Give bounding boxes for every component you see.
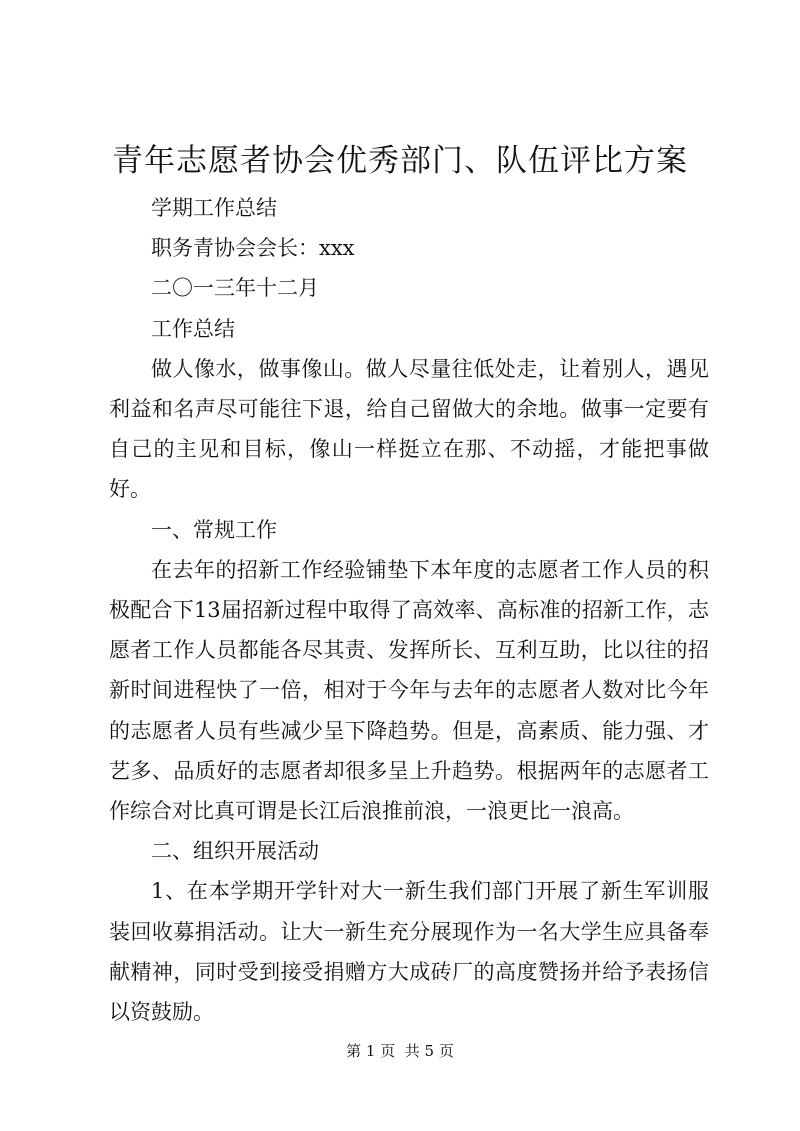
paragraph-intro: 做人像水，做事像山。做人尽量往低处走，让着别人，遇见利益和名声尽可能往下退，给自己留做大的余地。做事一定要有自己的主见和目标，像山一样挺立在那、不动摇，才能把事做好。: [109, 356, 709, 502]
document-body: [109, 188, 709, 1032]
paragraph-position: 职务青协会会长：xxx: [151, 236, 355, 261]
section-heading-activities: 二、组织开展活动: [151, 839, 319, 864]
paragraph-semester-summary: 学期工作总结: [151, 196, 277, 220]
paragraph-recruitment: 在去年的招新工作经验铺垫下本年度的志愿者工作人员的积极配合下13届招新过程中取得了高效率、高标准的招新工作，志愿者工作人员都能各尽其责、发挥所长、互利互助，比以往的招新时间进程快了一倍，相对于今年与去年的志愿者人数对比今年的志愿者人员有些减少呈下降趋势。但是，高素质、能力强、才艺多、品质好的志愿者却很多呈上升趋势。根据两年的志愿者工作综合对比真可谓是长江后浪推前浪，一浪更比一浪高。: [109, 557, 709, 824]
section-heading-routine-work: 一、常规工作: [151, 517, 277, 542]
paragraph-work-summary-heading: 工作总结: [151, 316, 235, 341]
document-title: 青年志愿者协会优秀部门、队伍评比方案: [112, 143, 688, 179]
paragraph-date: 二〇一三年十二月: [151, 276, 319, 301]
paragraph-activity-1: 1、在本学期开学针对大一新生我们部门开展了新生军训服装回收募捐活动。让大一新生充分展现作为一名大学生应具备奉献精神，同时受到接受捐赠方大成砖厂的高度赞扬并给予表扬信以资鼓励。: [109, 879, 709, 1025]
page-number-footer: 第 1 页 共 5 页: [346, 1042, 454, 1060]
